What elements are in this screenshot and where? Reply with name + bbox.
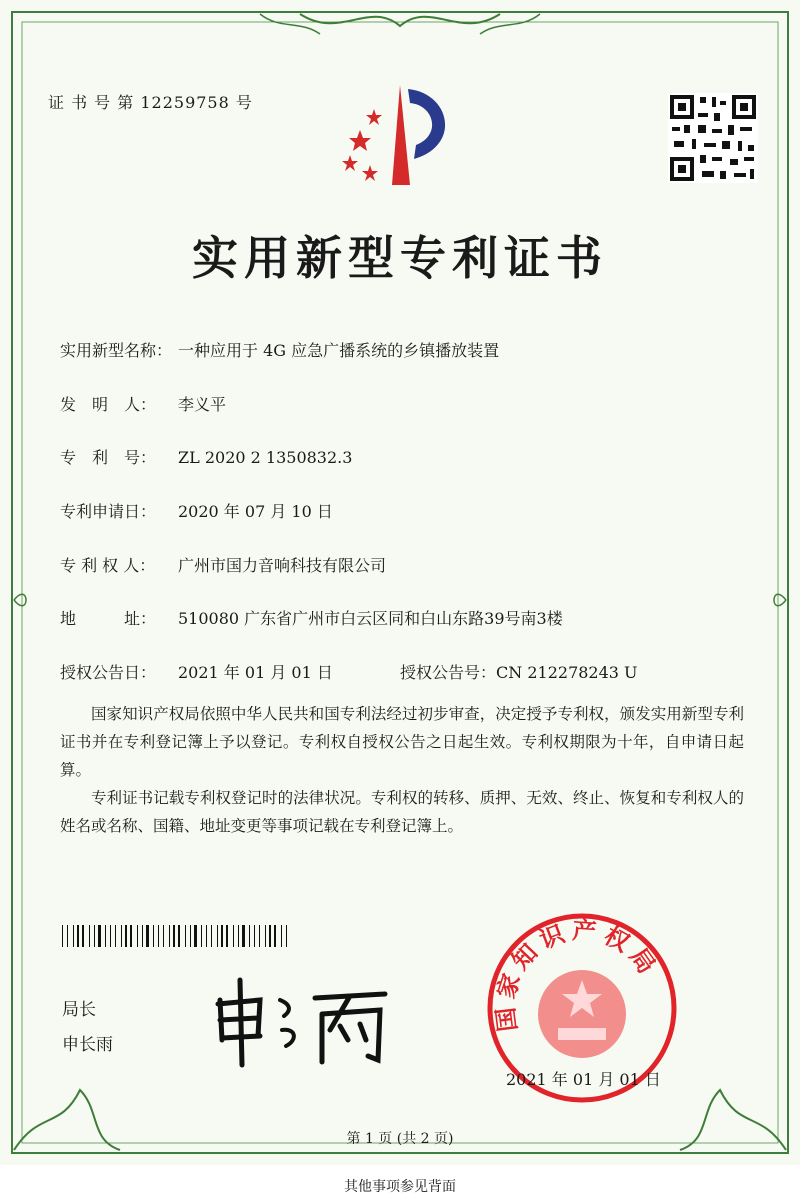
barcode-icon bbox=[62, 925, 292, 947]
field-publication-number bbox=[400, 660, 638, 683]
field-value: 李义平 bbox=[178, 395, 227, 414]
barcode-bar bbox=[211, 925, 212, 947]
field-value: 510080 广东省广州市白云区同和白山东路39号南3楼 bbox=[178, 609, 563, 628]
barcode-bar bbox=[89, 925, 90, 947]
barcode-bar bbox=[206, 925, 207, 947]
qr-code-icon[interactable] bbox=[668, 93, 758, 183]
field-label: 授权公告号： bbox=[400, 663, 497, 682]
barcode-bar bbox=[190, 925, 191, 947]
barcode-bar bbox=[94, 925, 95, 947]
barcode-bar bbox=[73, 925, 74, 947]
barcode-bar bbox=[269, 925, 271, 947]
field-grant-date bbox=[60, 660, 333, 683]
certificate-number: 证 书 号 第 12259758 号 bbox=[48, 93, 253, 112]
barcode-bar bbox=[115, 925, 116, 947]
barcode-bar bbox=[153, 925, 154, 947]
barcode-bar bbox=[121, 925, 122, 947]
field-label: 专 利 号： bbox=[60, 448, 157, 467]
barcode-bar bbox=[281, 925, 282, 947]
field-label: 专 利 权 人： bbox=[60, 556, 156, 575]
field-label: 专利申请日： bbox=[60, 502, 157, 521]
barcode-bar bbox=[274, 925, 276, 947]
field-label: 地 址： bbox=[60, 609, 157, 628]
barcode-bar bbox=[142, 925, 143, 947]
barcode-bar bbox=[105, 925, 106, 947]
barcode-bar bbox=[169, 925, 170, 947]
field-value: 2020 年 07 月 10 日 bbox=[178, 502, 333, 521]
field-label: 实用新型名称： bbox=[60, 341, 173, 360]
field-value: ZL 2020 2 1350832.3 bbox=[178, 448, 353, 467]
barcode-bar bbox=[173, 925, 175, 947]
director-signature-icon bbox=[200, 970, 400, 1070]
barcode-bar bbox=[110, 925, 111, 947]
seal-date: 2021 年 01 月 01 日 bbox=[506, 1070, 661, 1089]
barcode-bar bbox=[98, 925, 101, 947]
seal-text: 国家知识产权局 bbox=[490, 916, 665, 1034]
barcode-bar bbox=[226, 925, 228, 947]
director-title: 局长 bbox=[62, 1000, 96, 1020]
barcode-bar bbox=[146, 925, 149, 947]
field-label: 授权公告日： bbox=[60, 663, 157, 682]
barcode-bar bbox=[259, 925, 260, 947]
page-number: 第 1 页 (共 2 页) bbox=[346, 1131, 454, 1147]
barcode-bar bbox=[217, 925, 218, 947]
barcode-bar bbox=[238, 925, 239, 947]
certificate-title: 实用新型专利证书 bbox=[192, 231, 608, 285]
field-value: CN 212278243 U bbox=[496, 663, 638, 682]
barcode-bar bbox=[178, 925, 180, 947]
barcode-bar bbox=[77, 925, 79, 947]
barcode-bar bbox=[286, 925, 287, 947]
barcode-bar bbox=[125, 925, 127, 947]
barcode-bar bbox=[242, 925, 245, 947]
grant-statement-paragraph: 国家知识产权局依照中华人民共和国专利法经过初步审查，决定授予专利权，颁发实用新型专利证书并在专利登记簿上予以登记。专利权自授权公告之日起生效。专利权期限为十年，自申请日起算。 bbox=[60, 705, 744, 779]
barcode-bar bbox=[130, 925, 132, 947]
barcode-bar bbox=[194, 925, 197, 947]
barcode-bar bbox=[137, 925, 138, 947]
barcode-bar bbox=[254, 925, 255, 947]
barcode-bar bbox=[185, 925, 186, 947]
field-inventor bbox=[60, 392, 226, 415]
field-address bbox=[60, 606, 563, 629]
legal-status-paragraph: 专利证书记载专利权登记时的法律状况。专利权的转移、质押、无效、终止、恢复和专利权人的姓名或名称、国籍、地址变更等事项记载在专利登记簿上。 bbox=[60, 789, 744, 835]
field-patentee bbox=[60, 553, 386, 576]
barcode-bar bbox=[82, 925, 84, 947]
barcode-bar bbox=[265, 925, 266, 947]
barcode-bar bbox=[249, 925, 250, 947]
field-value: 2021 年 01 月 01 日 bbox=[178, 663, 333, 682]
barcode-bar bbox=[201, 925, 202, 947]
barcode-bar bbox=[163, 925, 164, 947]
barcode-bar bbox=[158, 925, 159, 947]
barcode-bar bbox=[67, 925, 68, 947]
director-name: 申长雨 bbox=[62, 1035, 113, 1055]
barcode-bar bbox=[62, 925, 63, 947]
field-patent-number bbox=[60, 445, 352, 468]
field-value: 一种应用于 4G 应急广播系统的乡镇播放装置 bbox=[178, 341, 500, 360]
barcode-bar bbox=[221, 925, 223, 947]
field-application-date bbox=[60, 499, 333, 522]
barcode-bar bbox=[233, 925, 234, 947]
field-label: 发 明 人： bbox=[60, 395, 157, 414]
field-value: 广州市国力音响科技有限公司 bbox=[178, 556, 387, 575]
cnipa-emblem-icon bbox=[330, 75, 470, 195]
footer-note: 其他事项参见背面 bbox=[344, 1179, 456, 1195]
field-utility-model-name bbox=[60, 338, 499, 361]
